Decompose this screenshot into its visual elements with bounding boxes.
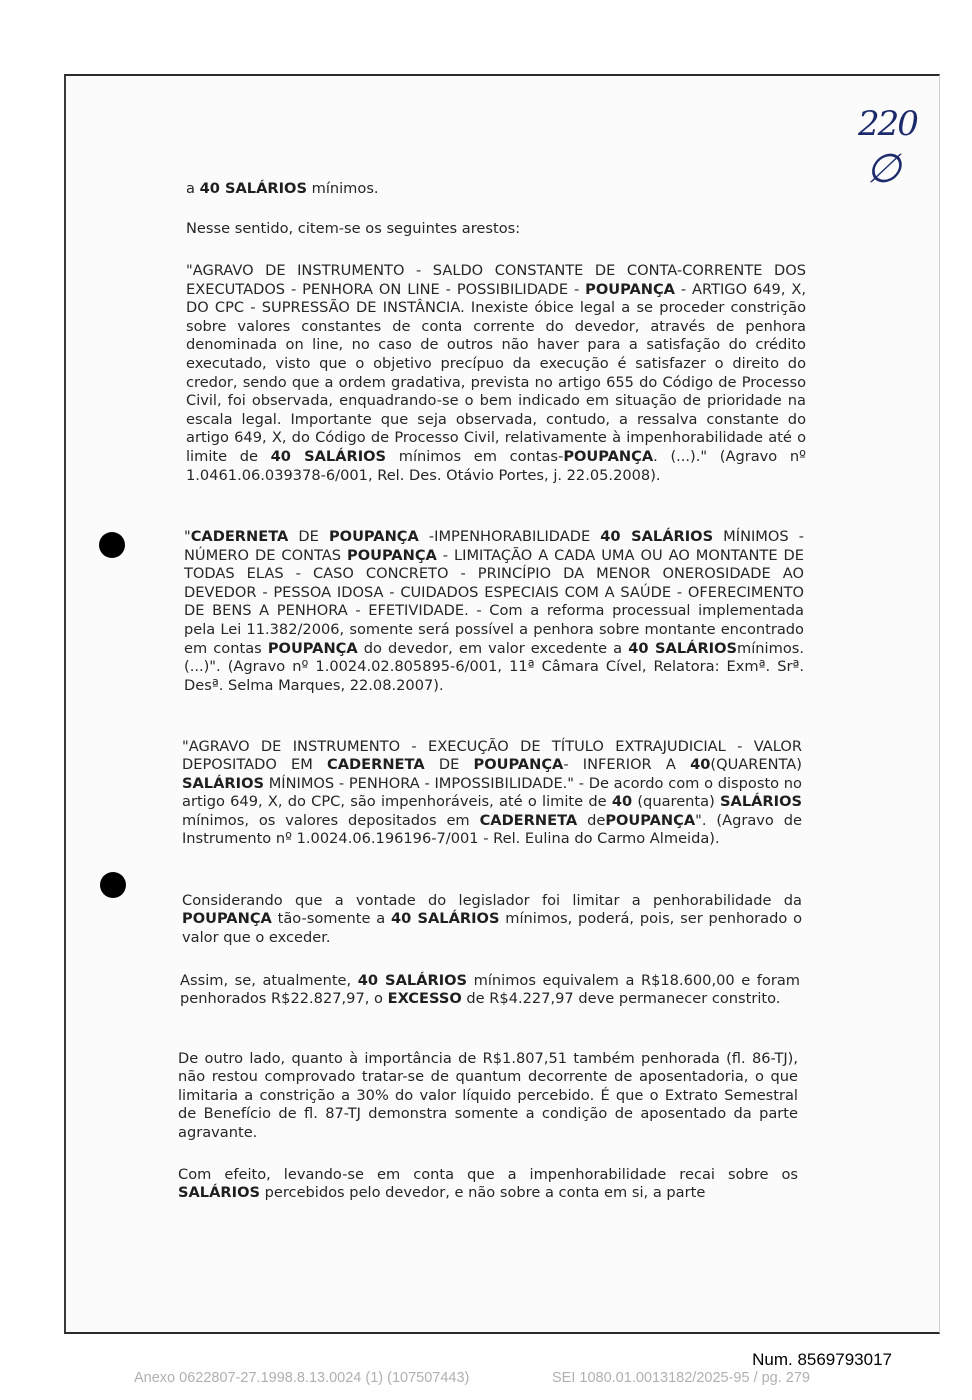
emphasis-term: CADERNETA bbox=[479, 811, 578, 829]
punch-hole-icon bbox=[99, 532, 125, 558]
emphasis-term: POUPANÇA bbox=[182, 910, 272, 928]
document-number: Num. 8569793017 bbox=[752, 1350, 892, 1369]
citation-2: "CADERNETA DE POUPANÇA -IMPENHORABILIDADE 40 SALÁRIOS MÍNIMOS - NÚMERO DE CONTAS POUPANÇA - LIMITAÇÃO A CADA UMA OU AO MONTANTE DE TODAS ELAS - CASO CONCRETO - PRINCÍPIO DA MENOR ONEROSIDADE AO DEVEDOR - PESSOA IDOSA - CUIDADOS ESPECIAIS COM A SAÚDE - OFERECIMENTO DE BENS A PENHORA - EFETIVIDADE. - Com a reforma processual implementada pela Lei 11.382/2006, somente será possível a penhora sobre montante encontrado em contas POUPANÇA do devedor, em valor excedente a 40 SALÁRIOSmínimos. (...)". (Agravo nº 1.0024.02.805895-6/001, 11ª Câmara Cível, Relatora: Exmª. Srª. Desª. Selma Marques, 22.08.2007). bbox=[184, 528, 804, 694]
emphasis-term: POUPANÇA bbox=[473, 756, 564, 774]
emphasis-term: CADERNETA bbox=[190, 528, 289, 545]
emphasis-term: EXCESSO bbox=[387, 990, 462, 1008]
emphasis-term: POUPANÇA bbox=[267, 639, 358, 657]
emphasis-term: 40 SALÁRIOS bbox=[628, 639, 738, 657]
sei-reference: SEI 1080.01.0013182/2025-95 / pg. 279 bbox=[552, 1370, 810, 1386]
emphasis-term: 40 SALÁRIOS bbox=[600, 528, 714, 545]
emphasis-term: SALÁRIOS bbox=[182, 774, 264, 792]
emphasis-term: 40 SALÁRIOS bbox=[199, 180, 307, 197]
paragraph-considerando: Considerando que a vontade do legislador foi limitar a penhorabilidade da POUPANÇA tão-somente a 40 SALÁRIOS mínimos, poderá, pois, ser penhorado o valor que o exceder. bbox=[182, 892, 803, 946]
paragraph-aposentadoria: De outro lado, quanto à importância de R$1.807,51 também penhorada (fl. 86-TJ), não restou comprovado tratar-se de quantum decorrente de aposentadoria, o que limitaria a constrição a 30% do valor líquido percebido. É que o Extrato Semestral de Benefício de fl. 87-TJ demonstra somente a condição de aposentado da parte agravante. bbox=[178, 1050, 798, 1141]
emphasis-term: 40 bbox=[611, 793, 633, 811]
annex-reference: Anexo 0622807-27.1998.8.13.0024 (1) (107507443) bbox=[134, 1370, 470, 1386]
emphasis-term: SALÁRIOS bbox=[178, 1184, 260, 1202]
emphasis-term: POUPANÇA bbox=[563, 447, 654, 465]
emphasis-term: 40 bbox=[690, 756, 711, 774]
paragraph-conclusao: Com efeito, levando-se em conta que a impenhorabilidade recai sobre os SALÁRIOS percebidos pelo devedor, e não sobre a conta em si, a parte bbox=[178, 1166, 798, 1202]
handwritten-initial-icon: ∅ bbox=[866, 146, 901, 192]
emphasis-term: POUPANÇA bbox=[585, 280, 675, 298]
paragraph-intro: a 40 SALÁRIOS mínimos. bbox=[186, 180, 379, 197]
paragraph-lead: Nesse sentido, citem-se os seguintes arestos: bbox=[186, 220, 521, 237]
emphasis-term: 40 SALÁRIOS bbox=[390, 910, 500, 928]
emphasis-term: CADERNETA bbox=[327, 756, 425, 774]
emphasis-term: 40 SALÁRIOS bbox=[357, 972, 468, 989]
emphasis-term: POUPANÇA bbox=[347, 546, 437, 564]
punch-hole-icon bbox=[100, 872, 126, 898]
handwritten-page-number: 220 bbox=[858, 104, 917, 144]
paragraph-excesso: Assim, se, atualmente, 40 SALÁRIOS mínimos equivalem a R$18.600,00 e foram penhorados R$22.827,97, o EXCESSO de R$4.227,97 deve permanecer constrito. bbox=[180, 972, 801, 1008]
emphasis-term: POUPANÇA bbox=[605, 811, 696, 829]
emphasis-term: POUPANÇA bbox=[328, 528, 419, 545]
emphasis-term: SALÁRIOS bbox=[720, 793, 802, 811]
emphasis-term: 40 SALÁRIOS bbox=[270, 447, 387, 465]
citation-1: "AGRAVO DE INSTRUMENTO - SALDO CONSTANTE DE CONTA-CORRENTE DOS EXECUTADOS - PENHORA ON LINE - POSSIBILIDADE - POUPANÇA - ARTIGO 649, X, DO CPC - SUPRESSÃO DE INSTÂNCIA. Inexiste óbice legal a se proceder constrição sobre valores constantes de conta corrente do devedor, através de penhora denominada on line, no caso de outros não haver para a satisfação do crédito executado, visto que o objetivo precípuo da execução é satisfazer o direito do credor, sendo que a ordem gradativa, prevista no artigo 655 do Código de Processo Civil, foi observada, enquadrando-se o bem indicado em situação de prioridade na escala legal. Importante que seja observada, contudo, a ressalva constante do artigo 649, X, do Código de Processo Civil, relativamente à impenhorabilidade até o limite de 40 SALÁRIOS mínimos em contas-POUPANÇA. (...)." (Agravo nº 1.0461.06.039378-6/001, Rel. Des. Otávio Portes, j. 22.05.2008). bbox=[186, 262, 807, 484]
citation-3: "AGRAVO DE INSTRUMENTO - EXECUÇÃO DE TÍTULO EXTRAJUDICIAL - VALOR DEPOSITADO EM CADERNETA DE POUPANÇA- INFERIOR A 40(QUARENTA) SALÁRIOS MÍNIMOS - PENHORA - IMPOSSIBILIDADE." - De acordo com o disposto no artigo 649, X, do CPC, são impenhoráveis, até o limite de 40 (quarenta) SALÁRIOS mínimos, os valores depositados em CADERNETA dePOUPANÇA". (Agravo de Instrumento nº 1.0024.06.196196-7/001 - Rel. Eulina do Carmo Almeida). bbox=[182, 738, 802, 848]
